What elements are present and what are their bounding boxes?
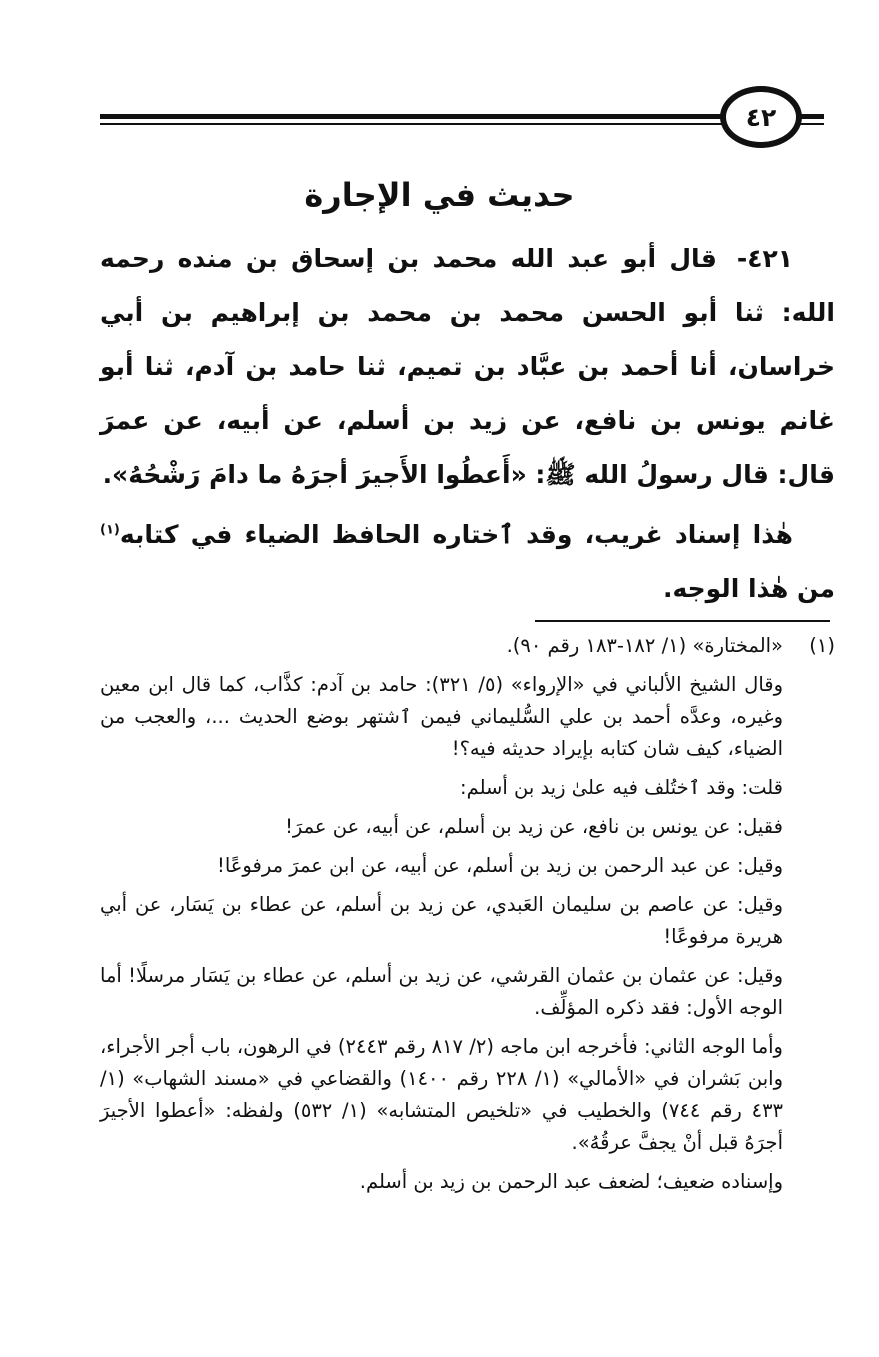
comment-after: من هٰذا الوجه. bbox=[662, 574, 835, 603]
page-number-badge bbox=[720, 86, 802, 148]
footnote-paragraph: وقال الشيخ الألباني في «الإرواء» (٥/ ٣٢١): حامد بن آدم: كذَّاب، كما قال ابن معين وغيره، وعدَّه أحمد بن علي السُّليماني فيمن ٱشتهر بوضع الحديث ...، والعجب من الضياء، كيف شان كتابه بإيراد حديثه فيه؟! bbox=[100, 673, 783, 760]
footnote-paragraph: وإسناده ضعيف؛ لضعف عبد الرحمن بن زيد بن أسلم. bbox=[359, 1170, 783, 1193]
page-number: ٤٢ bbox=[745, 102, 777, 132]
hadith-number: ٤٢١- bbox=[736, 244, 793, 273]
footnote-reference: (١) bbox=[100, 522, 120, 538]
main-text bbox=[100, 232, 835, 616]
footnote-paragraph: وأما الوجه الثاني: فأخرجه ابن ماجه (٢/ ٨١٧ رقم ٢٤٤٣) في الرهون، باب أجر الأجراء، وابن بَشران في «الأمالي» (١/ ٢٢٨ رقم ١٤٠٠) والقضاعي في «مسند الشهاب» (١/ ٤٣٣ رقم ٧٤٤) والخطيب في «تلخيص المتشابه» (١/ ٥٣٢) ولفظه: «أعطوا الأجيرَ أجرَهُ قبل أنْ يجفَّ عرقُهُ». bbox=[100, 1035, 784, 1154]
header-rule-left-thin bbox=[100, 123, 726, 125]
section-heading: حديث في الإجارة bbox=[304, 176, 575, 214]
footnote-separator bbox=[535, 620, 830, 622]
footnote-marker: (١) bbox=[809, 634, 835, 657]
hadith-text: قال أبو عبد الله محمد بن إسحاق بن منده رحمه الله: ثنا أبو الحسن محمد بن محمد بن إبراهيم بن أبي خراسان، أنا أحمد بن عبَّاد بن تميم، ثنا حامد بن آدم، ثنا أبو غانم يونس بن نافع، عن زيد بن أسلم، عن أبيه، عن عمرَ قال: قال رسولُ الله ﷺ: «أَعطُوا الأَجيرَ أجرَهُ ما دامَ رَشْحُهُ». bbox=[100, 244, 835, 489]
footnote-source: «المختارة» (١/ ١٨٢-١٨٣ رقم ٩٠). bbox=[506, 634, 783, 657]
footnotes bbox=[100, 630, 835, 1205]
footnote-paragraph: وقيل: عن عاصم بن سليمان العَبدي، عن زيد بن أسلم، عن عطاء بن يَسَار، عن أبي هريرة مرفوعًا! bbox=[100, 893, 783, 948]
hadith-paragraph bbox=[100, 232, 835, 502]
footnote-ref-line bbox=[100, 630, 835, 662]
comment-paragraph bbox=[100, 508, 835, 616]
footnote-paragraph: وقيل: عن عبد الرحمن بن زيد بن أسلم، عن أبيه، عن ابن عمرَ مرفوعًا! bbox=[217, 854, 783, 877]
footnote-paragraph: فقيل: عن يونس بن نافع، عن زيد بن أسلم، عن أبيه، عن عمرَ! bbox=[285, 815, 783, 838]
header-rule-left-thick bbox=[100, 114, 726, 119]
footnote-paragraph: وقيل: عن عثمان بن عثمان القرشي، عن زيد بن أسلم، عن عطاء بن يَسَار مرسلًا! أما الوجه الأول: فقد ذكره المؤلِّف. bbox=[100, 964, 783, 1019]
comment-before: هٰذا إسناد غريب، وقد ٱختاره الحافظ الضياء في كتابه bbox=[119, 520, 793, 549]
footnote-paragraph: قلت: وقد ٱختُلف فيه علىٰ زيد بن أسلم: bbox=[460, 776, 783, 799]
